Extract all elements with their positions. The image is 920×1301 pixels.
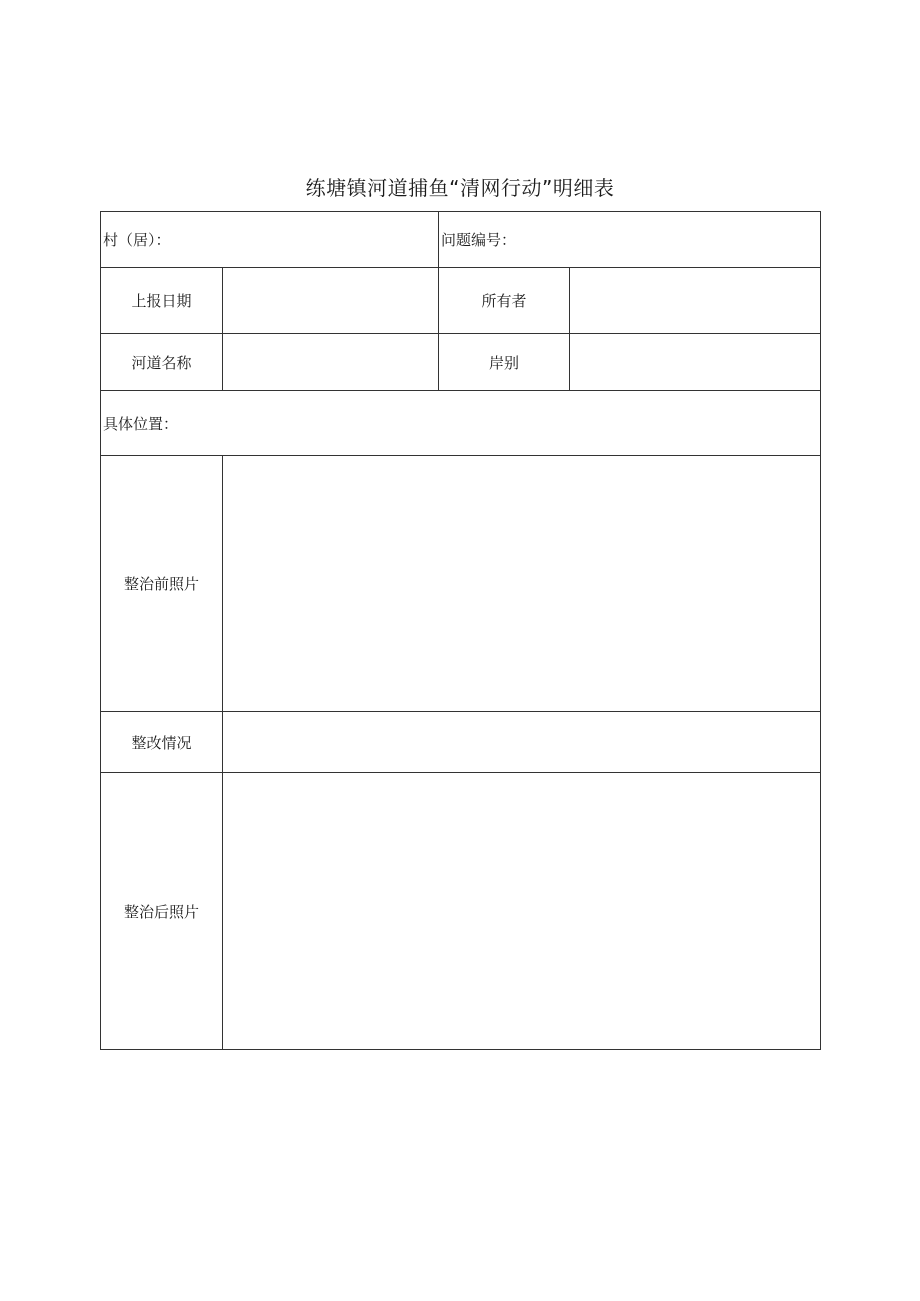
rectification-label: 整改情况 bbox=[101, 712, 223, 773]
village-cell[interactable] bbox=[101, 212, 439, 268]
row-after-photo bbox=[101, 773, 821, 1050]
before-photo-area[interactable] bbox=[223, 456, 821, 712]
row-location bbox=[101, 391, 821, 456]
village-label: 村（居）： bbox=[103, 231, 171, 249]
owner-label: 所有者 bbox=[439, 268, 570, 334]
river-name-label: 河道名称 bbox=[101, 334, 223, 391]
after-photo-label: 整治后照片 bbox=[101, 773, 223, 1050]
owner-value[interactable] bbox=[570, 268, 821, 334]
row-village-issue bbox=[101, 212, 821, 268]
location-cell[interactable] bbox=[101, 391, 821, 456]
issue-number-label: 问题编号： bbox=[441, 231, 517, 249]
row-before-photo bbox=[101, 456, 821, 712]
bank-value[interactable] bbox=[570, 334, 821, 391]
river-name-value[interactable] bbox=[223, 334, 439, 391]
report-date-value[interactable] bbox=[223, 268, 439, 334]
row-river-bank bbox=[101, 334, 821, 391]
location-label: 具体位置： bbox=[103, 414, 179, 433]
bank-label: 岸别 bbox=[439, 334, 570, 391]
issue-number-cell[interactable] bbox=[439, 212, 821, 268]
page-title: 练塘镇河道捕鱼“清网行动”明细表 bbox=[305, 176, 615, 200]
detail-form-table bbox=[100, 211, 821, 1050]
row-rectification bbox=[101, 712, 821, 773]
rectification-value[interactable] bbox=[223, 712, 821, 773]
row-date-owner bbox=[101, 268, 821, 334]
before-photo-label: 整治前照片 bbox=[101, 456, 223, 712]
after-photo-area[interactable] bbox=[223, 773, 821, 1050]
report-date-label: 上报日期 bbox=[101, 268, 223, 334]
